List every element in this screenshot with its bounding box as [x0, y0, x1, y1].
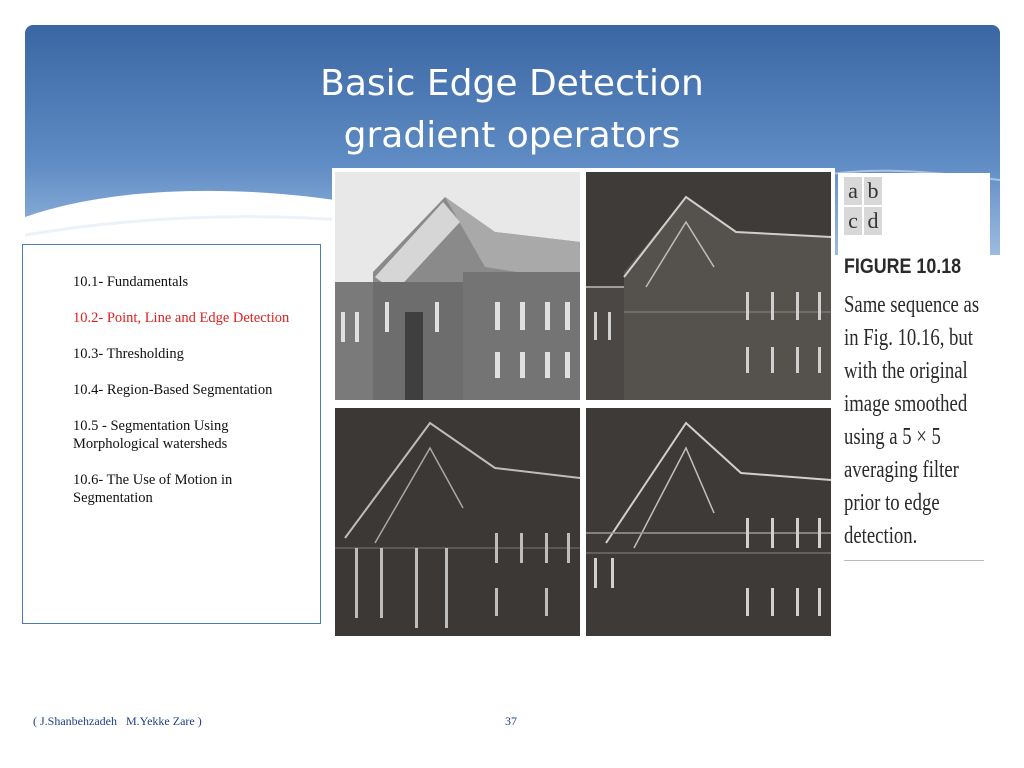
figure-panel-b	[586, 172, 831, 400]
toc-item-fundamentals[interactable]: 10.1- Fundamentals	[73, 274, 189, 290]
table-of-contents	[22, 244, 321, 624]
panel-label-d: d	[864, 207, 882, 235]
panel-label-grid	[844, 177, 882, 235]
figure-panel-d	[586, 408, 831, 636]
footer-authors: ( J.Shanbehzadeh M.Yekke Zare )	[33, 714, 202, 728]
panel-label-c: c	[844, 207, 862, 235]
panel-label-a: a	[844, 177, 862, 205]
toc-item-watersheds[interactable]: 10.5 - Segmentation Using Morphological watersheds	[73, 418, 229, 452]
toc-item-region-segmentation[interactable]: 10.4- Region-Based Segmentation	[73, 382, 273, 398]
caption-divider	[844, 560, 984, 561]
toc-item-motion[interactable]: 10.6- The Use of Motion in Segmentation	[73, 472, 233, 506]
panel-label-b: b	[864, 177, 882, 205]
figure-panel-a	[335, 172, 580, 400]
toc-item-thresholding[interactable]: 10.3- Thresholding	[73, 346, 184, 362]
figure-panel-c	[335, 408, 580, 636]
toc-item-edge-detection[interactable]: 10.2- Point, Line and Edge Detection	[73, 310, 290, 326]
figure-title: FIGURE 10.18	[844, 255, 962, 278]
slide-title	[0, 58, 1024, 162]
slide-title-line1: Basic Edge Detection	[320, 63, 704, 104]
figure-caption-box	[838, 173, 990, 568]
edge-detection-figure	[332, 168, 835, 638]
slide-title-line2: gradient operators	[343, 115, 681, 156]
figure-caption: Same sequence as in Fig. 10.16, but with the original image smoothed using a 5 × 5 averaging filter prior to edge detection.	[844, 292, 980, 549]
page-number: 37	[505, 714, 517, 728]
